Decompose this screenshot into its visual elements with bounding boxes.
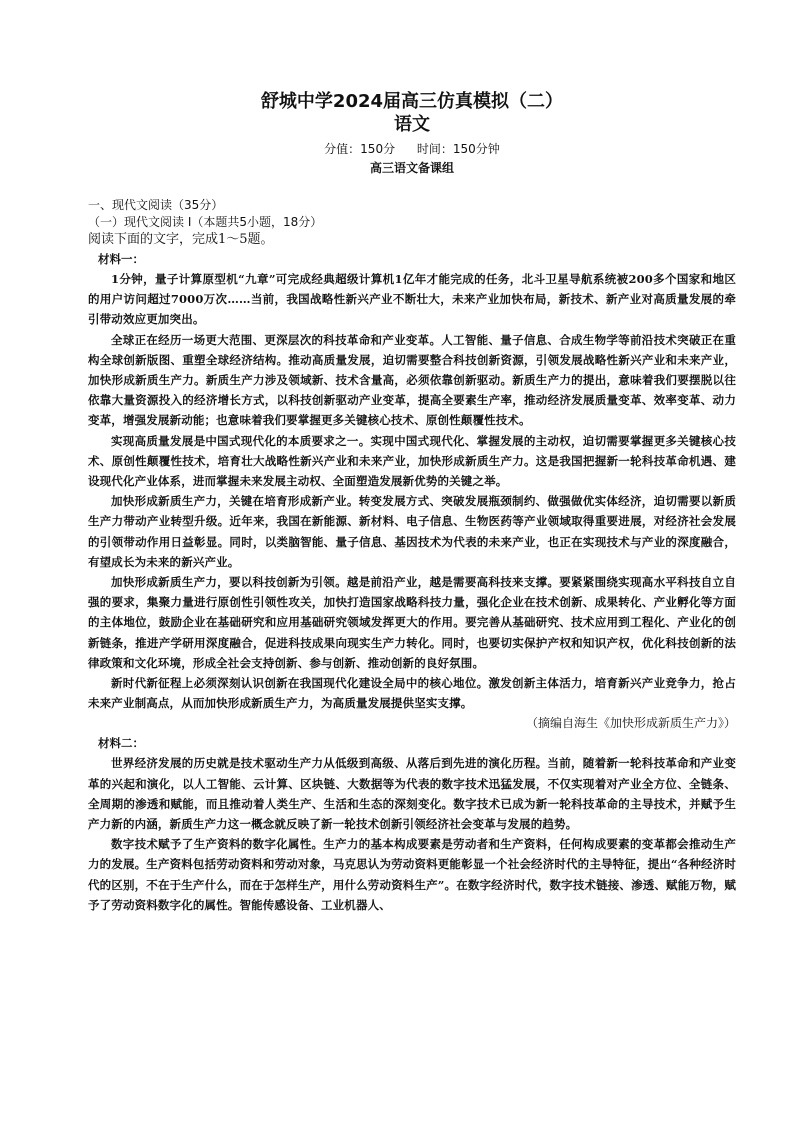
- section-heading-block: [88, 197, 736, 231]
- material-one-paragraph-2: 全球正在经历一场更大范围、更深层次的科技革命和产业变革。人工智能、量子信息、合成生物学等前沿技术突破正在重构全球创新版图、重塑全球经济结构。推动高质量发展，迫切需要整合科技创新资源，引领发展战略性新兴产业和未来产业，加快形成新质生产力。新质生产力涉及领域新、技术含量高，必须依靠创新驱动。新质生产力的提出，意味着我们要摆脱以往依靠大量资源投入的经济增长方式，以科技创新驱动产业变革，提高全要素生产率，推动经济发展质量变革、效率变革、动力变革，增强发展新动能；也意味着我们要掌握更多关键核心技术、原创性颠覆性技术。: [88, 332, 736, 428]
- material-two-paragraph-2: 数字技术赋予了生产资料的数字化属性。生产力的基本构成要素是劳动者和生产资料，任何构成要素的变革都会推动生产力的发展。生产资料包括劳动资料和劳动对象，马克思认为劳动资料更能彰显一个社会经济时代的主导特征，提出“各种经济时代的区别，不在于生产什么，而在于怎样生产，用什么劳动资料生产”。在数字经济时代，数字技术链接、渗透、赋能万物，赋予了劳动资料数字化的属性。智能传感设备、工业机器人、: [88, 837, 736, 912]
- material-one-label: 材料一：: [98, 252, 144, 266]
- material-one: [88, 249, 736, 733]
- exam-title: 舒城中学2024届高三仿真模拟（二）: [260, 91, 564, 112]
- prep-group: 高三语文备课组: [369, 161, 454, 175]
- reading-instruction: 阅读下面的文字，完成1～5题。: [88, 232, 274, 247]
- section-heading: 一、现代文阅读（35分）: [88, 198, 224, 212]
- time-text: 时间：150分钟: [416, 142, 500, 156]
- material-one-source: （摘编自海生《加快形成新质生产力》）: [525, 716, 736, 731]
- material-two-label: 材料二：: [98, 736, 144, 751]
- material-one-paragraph-6: 新时代新征程上必须深刻认识创新在我国现代化建设全局中的核心地位。激发创新主体活力，培育新兴产业竞争力，抢占未来产业制高点，从而加快形成新质生产力，为高质量发展提供坚实支撑。: [88, 676, 736, 711]
- material-one-paragraph-5: 加快形成新质生产力，要以科技创新为引领。越是前沿产业，越是需要高科技来支撑。要紧紧围绕实现高水平科技自立自强的要求，集聚力量进行原创性引领性攻关，加快打造国家战略科技力量，强化企业在技术创新、成果转化、产业孵化等方面的主体地位，鼓励企业在基础研究和应用基础研究领域发挥更大的作用。要完善从基础研究、技术应用到工程化、产业化的创新链条，推进产学研用深度融合，促进科技成果向现实生产力转化。同时，也要切实保护产权和知识产权，优化科技创新的法律政策和文化环境，形成全社会支持创新、参与创新、推动创新的良好氛围。: [88, 575, 736, 670]
- material-one-paragraph-4: 加快形成新质生产力，关键在培育形成新产业。转变发展方式、突破发展瓶颈制约、做强做优实体经济，迫切需要以新质生产力带动产业转型升级。近年来，我国在新能源、新材料、电子信息、生物医药等产业领域取得重要进展，对经济社会发展的引领带动作用日益彰显。同时，以类脑智能、量子信息、基因技术为代表的未来产业，也正在实现技术与产业的深度融合，有望成长为未来的新兴产业。: [88, 494, 736, 569]
- material-one-paragraph-3: 实现高质量发展是中国式现代化的本质要求之一。实现中国式现代化、掌握发展的主动权，迫切需要掌握更多关键核心技术、原创性颠覆性技术，培育壮大战略性新兴产业和未来产业，加快形成新质生产力。这是我国把握新一轮科技革命机遇、建设现代化产业体系，进而掌握未来发展主动权、全面塑造发展新优势的关键之举。: [88, 433, 736, 489]
- score-time-line: [88, 140, 736, 158]
- exam-page: [88, 86, 736, 915]
- exam-header: [88, 90, 736, 177]
- score-text: 分值：150分: [324, 142, 396, 156]
- material-two: [88, 733, 736, 915]
- material-one-paragraph-1: 1分钟，量子计算原型机“九章”可完成经典超级计算机1亿年才能完成的任务，北斗卫星导航系统被200多个国家和地区的用户访问超过7000万次……当前，我国战略性新兴产业不断壮大，未来产业加快布局，新技术、新产业对高质量发展的牵引带动效应更加突出。: [88, 272, 736, 327]
- subject-title: 语文: [394, 114, 430, 135]
- section-subheading: （一）现代文阅读 I（本题共5小题，18分）: [88, 215, 323, 229]
- material-two-paragraph-1: 世界经济发展的历史就是技术驱动生产力从低级到高级、从落后到先进的演化历程。当前，随着新一轮科技革命和产业变革的兴起和演化，以人工智能、云计算、区块链、大数据等为代表的数字技术迅猛发展，不仅实现着对产业全方位、全链条、全周期的渗透和赋能，而且推动着人类生产、生活和生态的深刻变化。数字技术已成为新一轮科技革命的主导技术，并赋予生产力新的内涵，新质生产力这一概念就反映了新一轮技术创新引领经济社会变革与发展的趋势。: [88, 756, 736, 832]
